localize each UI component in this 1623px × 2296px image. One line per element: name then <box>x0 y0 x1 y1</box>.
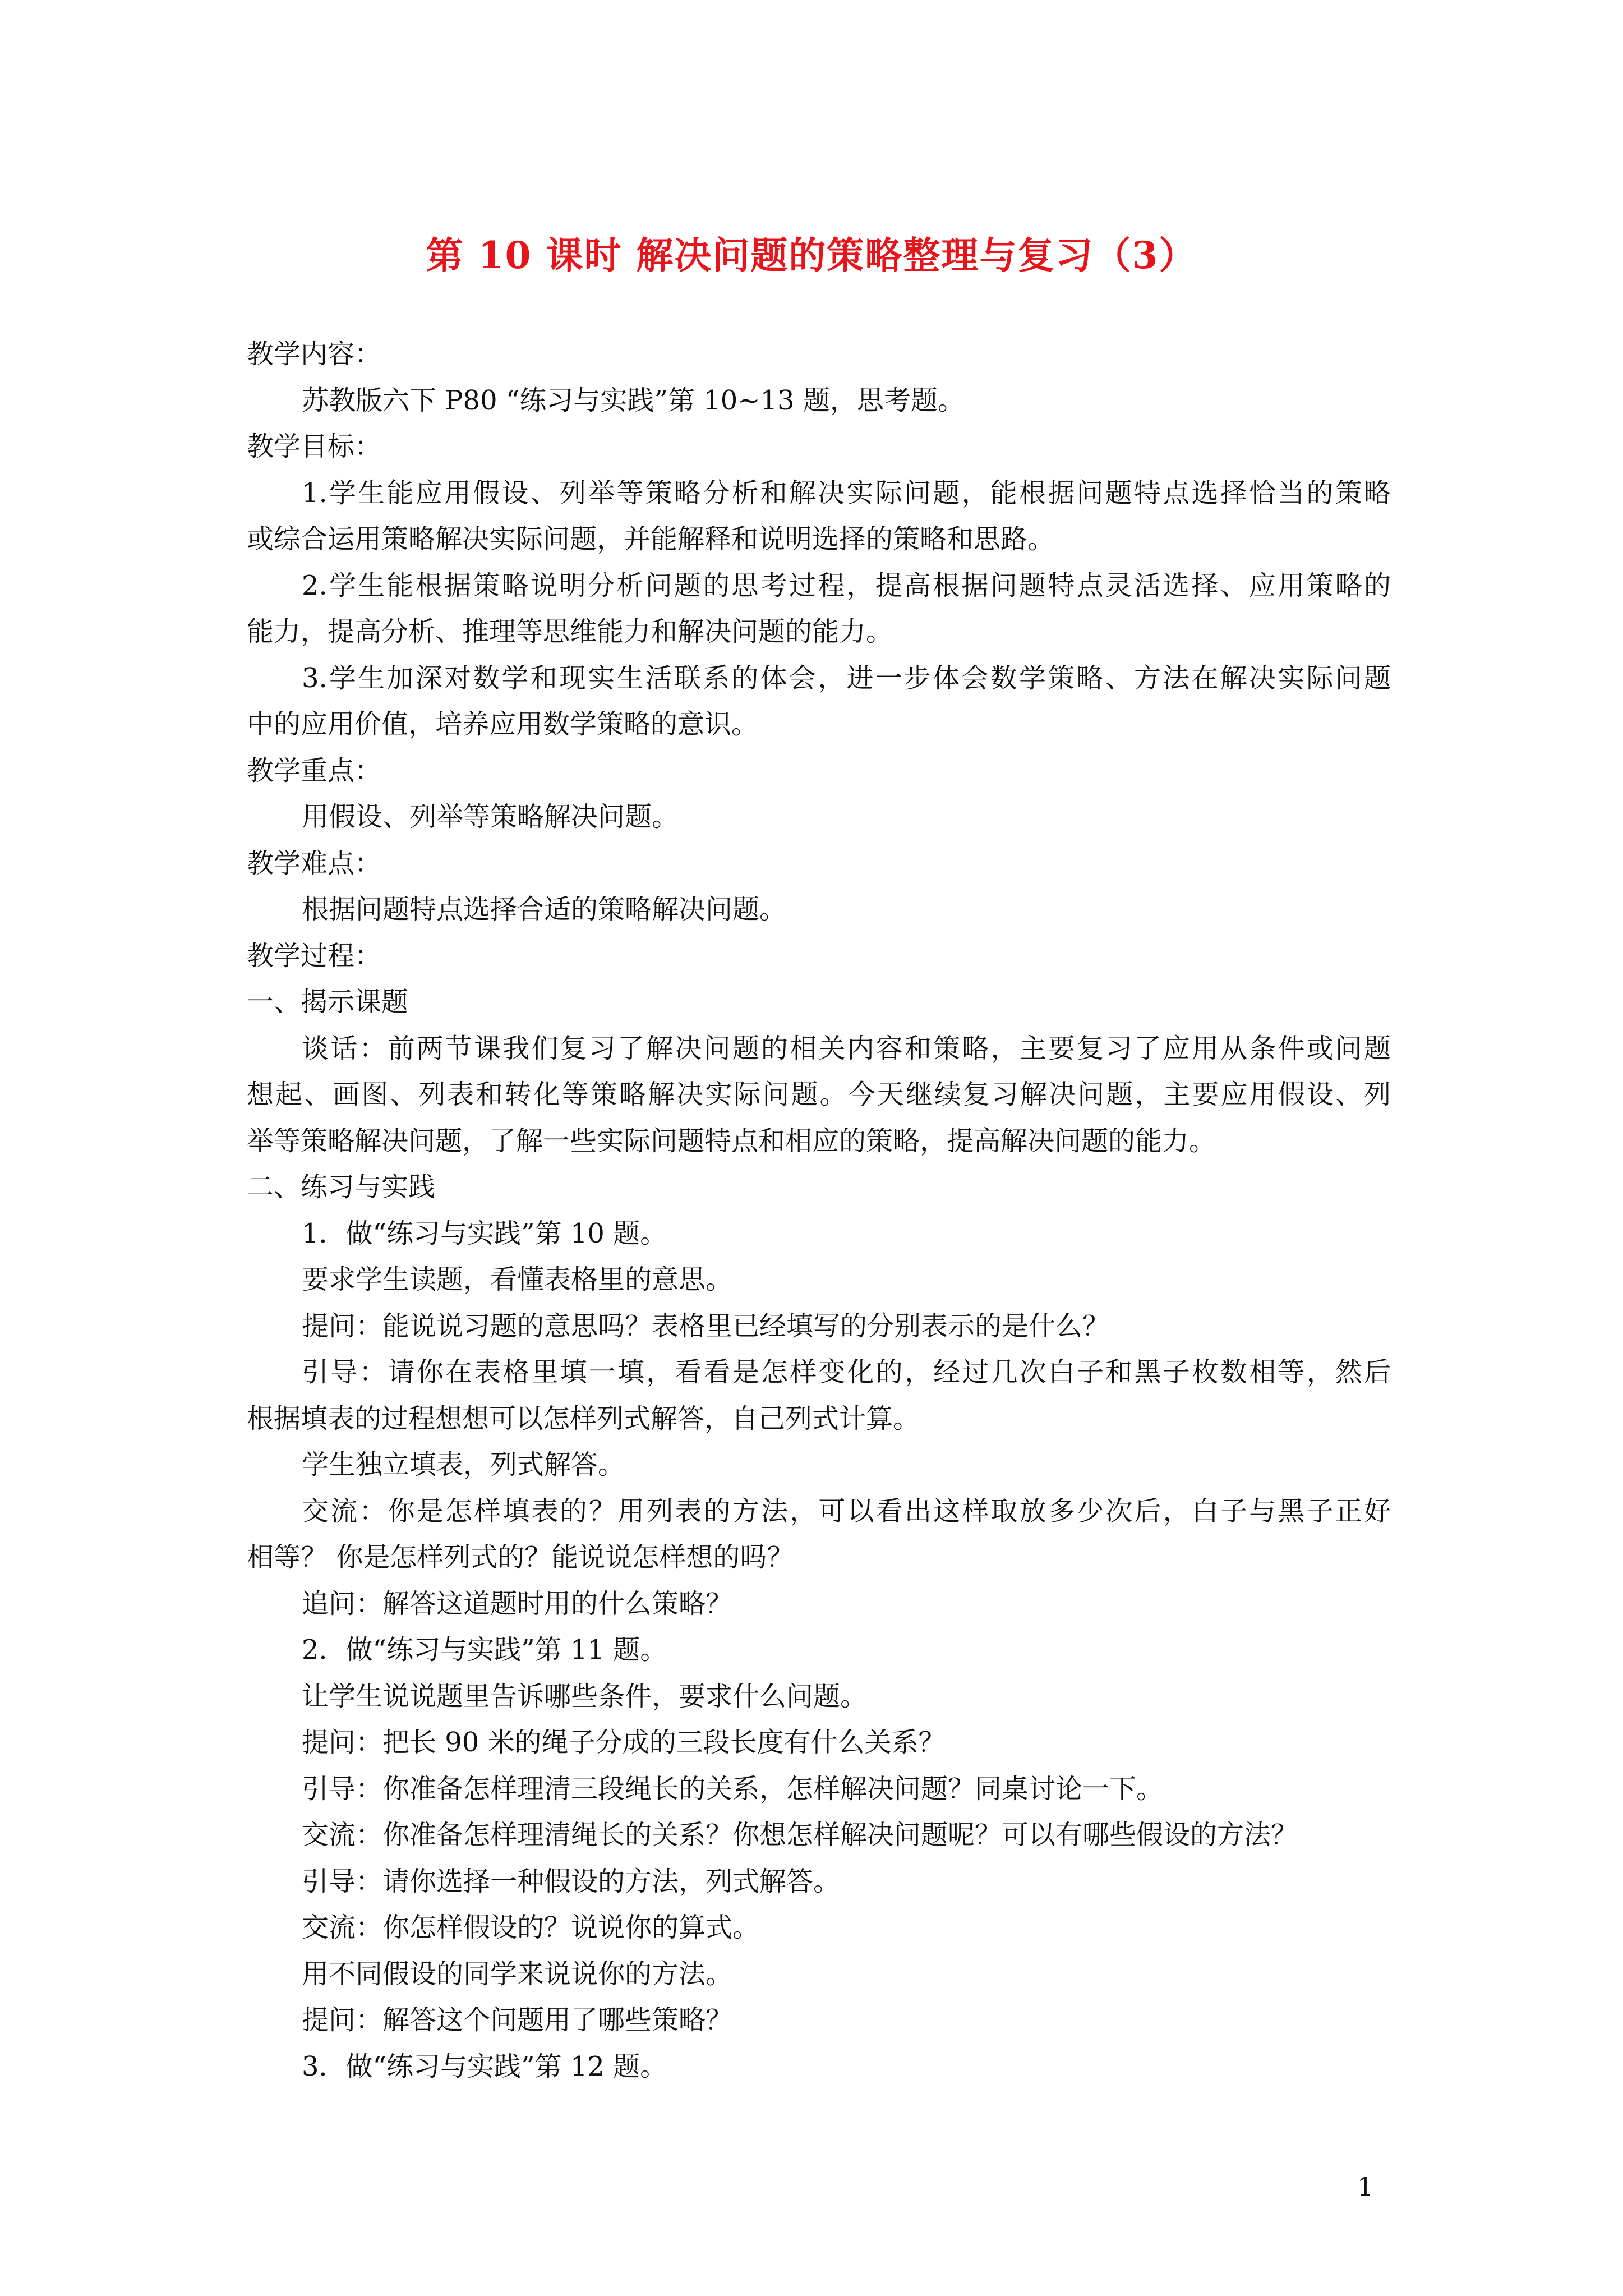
text-line: 想起、画图、列表和转化等策略解决实际问题。今天继续复习解决问题，主要应用假设、列 <box>247 1079 1391 1110</box>
text-line: 2．做“练习与实践”第 11 题。 <box>302 1634 667 1665</box>
text-line: 举等策略解决问题，了解一些实际问题特点和相应的策略，提高解决问题的能力。 <box>247 1125 1216 1157</box>
text-line: 能力，提高分析、推理等思维能力和解决问题的能力。 <box>247 616 893 647</box>
text-line: 3．做“练习与实践”第 12 题。 <box>302 2050 667 2082</box>
document-body <box>247 331 1391 2090</box>
text-line: 交流：你怎样假设的？说说你的算式。 <box>302 1912 760 1943</box>
text-line: 谈话：前两节课我们复习了解决问题的相关内容和策略，主要复习了应用从条件或问题 <box>302 1032 1391 1064</box>
text-line: 苏教版六下 P80 “练习与实践”第 10~13 题，思考题。 <box>302 384 965 416</box>
text-line: 根据填表的过程想想可以怎样列式解答，自己列式计算。 <box>247 1402 920 1434</box>
page-number: 1 <box>1357 2171 1374 2202</box>
text-line: 1．做“练习与实践”第 10 题。 <box>302 1217 667 1249</box>
text-line: 交流：你准备怎样理清绳长的关系？你想怎样解决问题呢？可以有哪些假设的方法？ <box>302 1819 1298 1851</box>
text-line: 教学难点： <box>247 847 382 879</box>
text-line: 引导：请你选择一种假设的方法，列式解答。 <box>302 1865 841 1897</box>
text-line: 3.学生加深对数学和现实生活联系的体会，进一步体会数学策略、方法在解决实际问题 <box>302 662 1391 694</box>
text-line: 要求学生读题，看懂表格里的意思。 <box>302 1264 733 1295</box>
text-line: 1.学生能应用假设、列举等策略分析和解决实际问题，能根据问题特点选择恰当的策略 <box>302 477 1391 509</box>
text-line: 中的应用价值，培养应用数学策略的意识。 <box>247 708 759 740</box>
text-line: 用假设、列举等策略解决问题。 <box>302 801 679 832</box>
text-line: 一、揭示课题 <box>247 986 409 1018</box>
text-line: 提问：把长 90 米的绳子分成的三段长度有什么关系？ <box>302 1727 946 1758</box>
text-line: 教学内容： <box>247 338 382 370</box>
text-line: 交流：你是怎样填表的？用列表的方法，可以看出这样取放多少次后，白子与黑子正好 <box>302 1495 1391 1527</box>
text-line: 提问：能说说习题的意思吗？表格里已经填写的分别表示的是什么？ <box>302 1310 1110 1342</box>
text-line: 相等？ 你是怎样列式的？能说说怎样想的吗？ <box>247 1542 794 1573</box>
text-line: 教学目标： <box>247 431 382 462</box>
text-line: 教学过程： <box>247 940 382 972</box>
text-line: 引导：请你在表格里填一填，看看是怎样变化的，经过几次白子和黑子枚数相等，然后 <box>302 1356 1391 1388</box>
text-line: 学生独立填表，列式解答。 <box>302 1449 625 1480</box>
text-line: 提问：解答这个问题用了哪些策略？ <box>302 2004 733 2036</box>
text-line: 用不同假设的同学来说说你的方法。 <box>302 1958 733 1990</box>
text-line: 或综合运用策略解决实际问题，并能解释和说明选择的策略和思路。 <box>247 523 1055 555</box>
text-line: 引导：你准备怎样理清三段绳长的关系，怎样解决问题？同桌讨论一下。 <box>302 1773 1164 1805</box>
page-title: 第 10 课时 解决问题的策略整理与复习（3） <box>426 233 1197 277</box>
text-line: 2.学生能根据策略说明分析问题的思考过程，提高根据问题特点灵活选择、应用策略的 <box>302 569 1391 601</box>
text-line: 教学重点： <box>247 754 382 786</box>
text-line: 二、练习与实践 <box>247 1171 436 1203</box>
text-line: 让学生说说题里告诉哪些条件，要求什么问题。 <box>302 1680 868 1712</box>
text-line: 追问：解答这道题时用的什么策略？ <box>302 1588 733 1619</box>
text-line: 根据问题特点选择合适的策略解决问题。 <box>302 894 787 925</box>
